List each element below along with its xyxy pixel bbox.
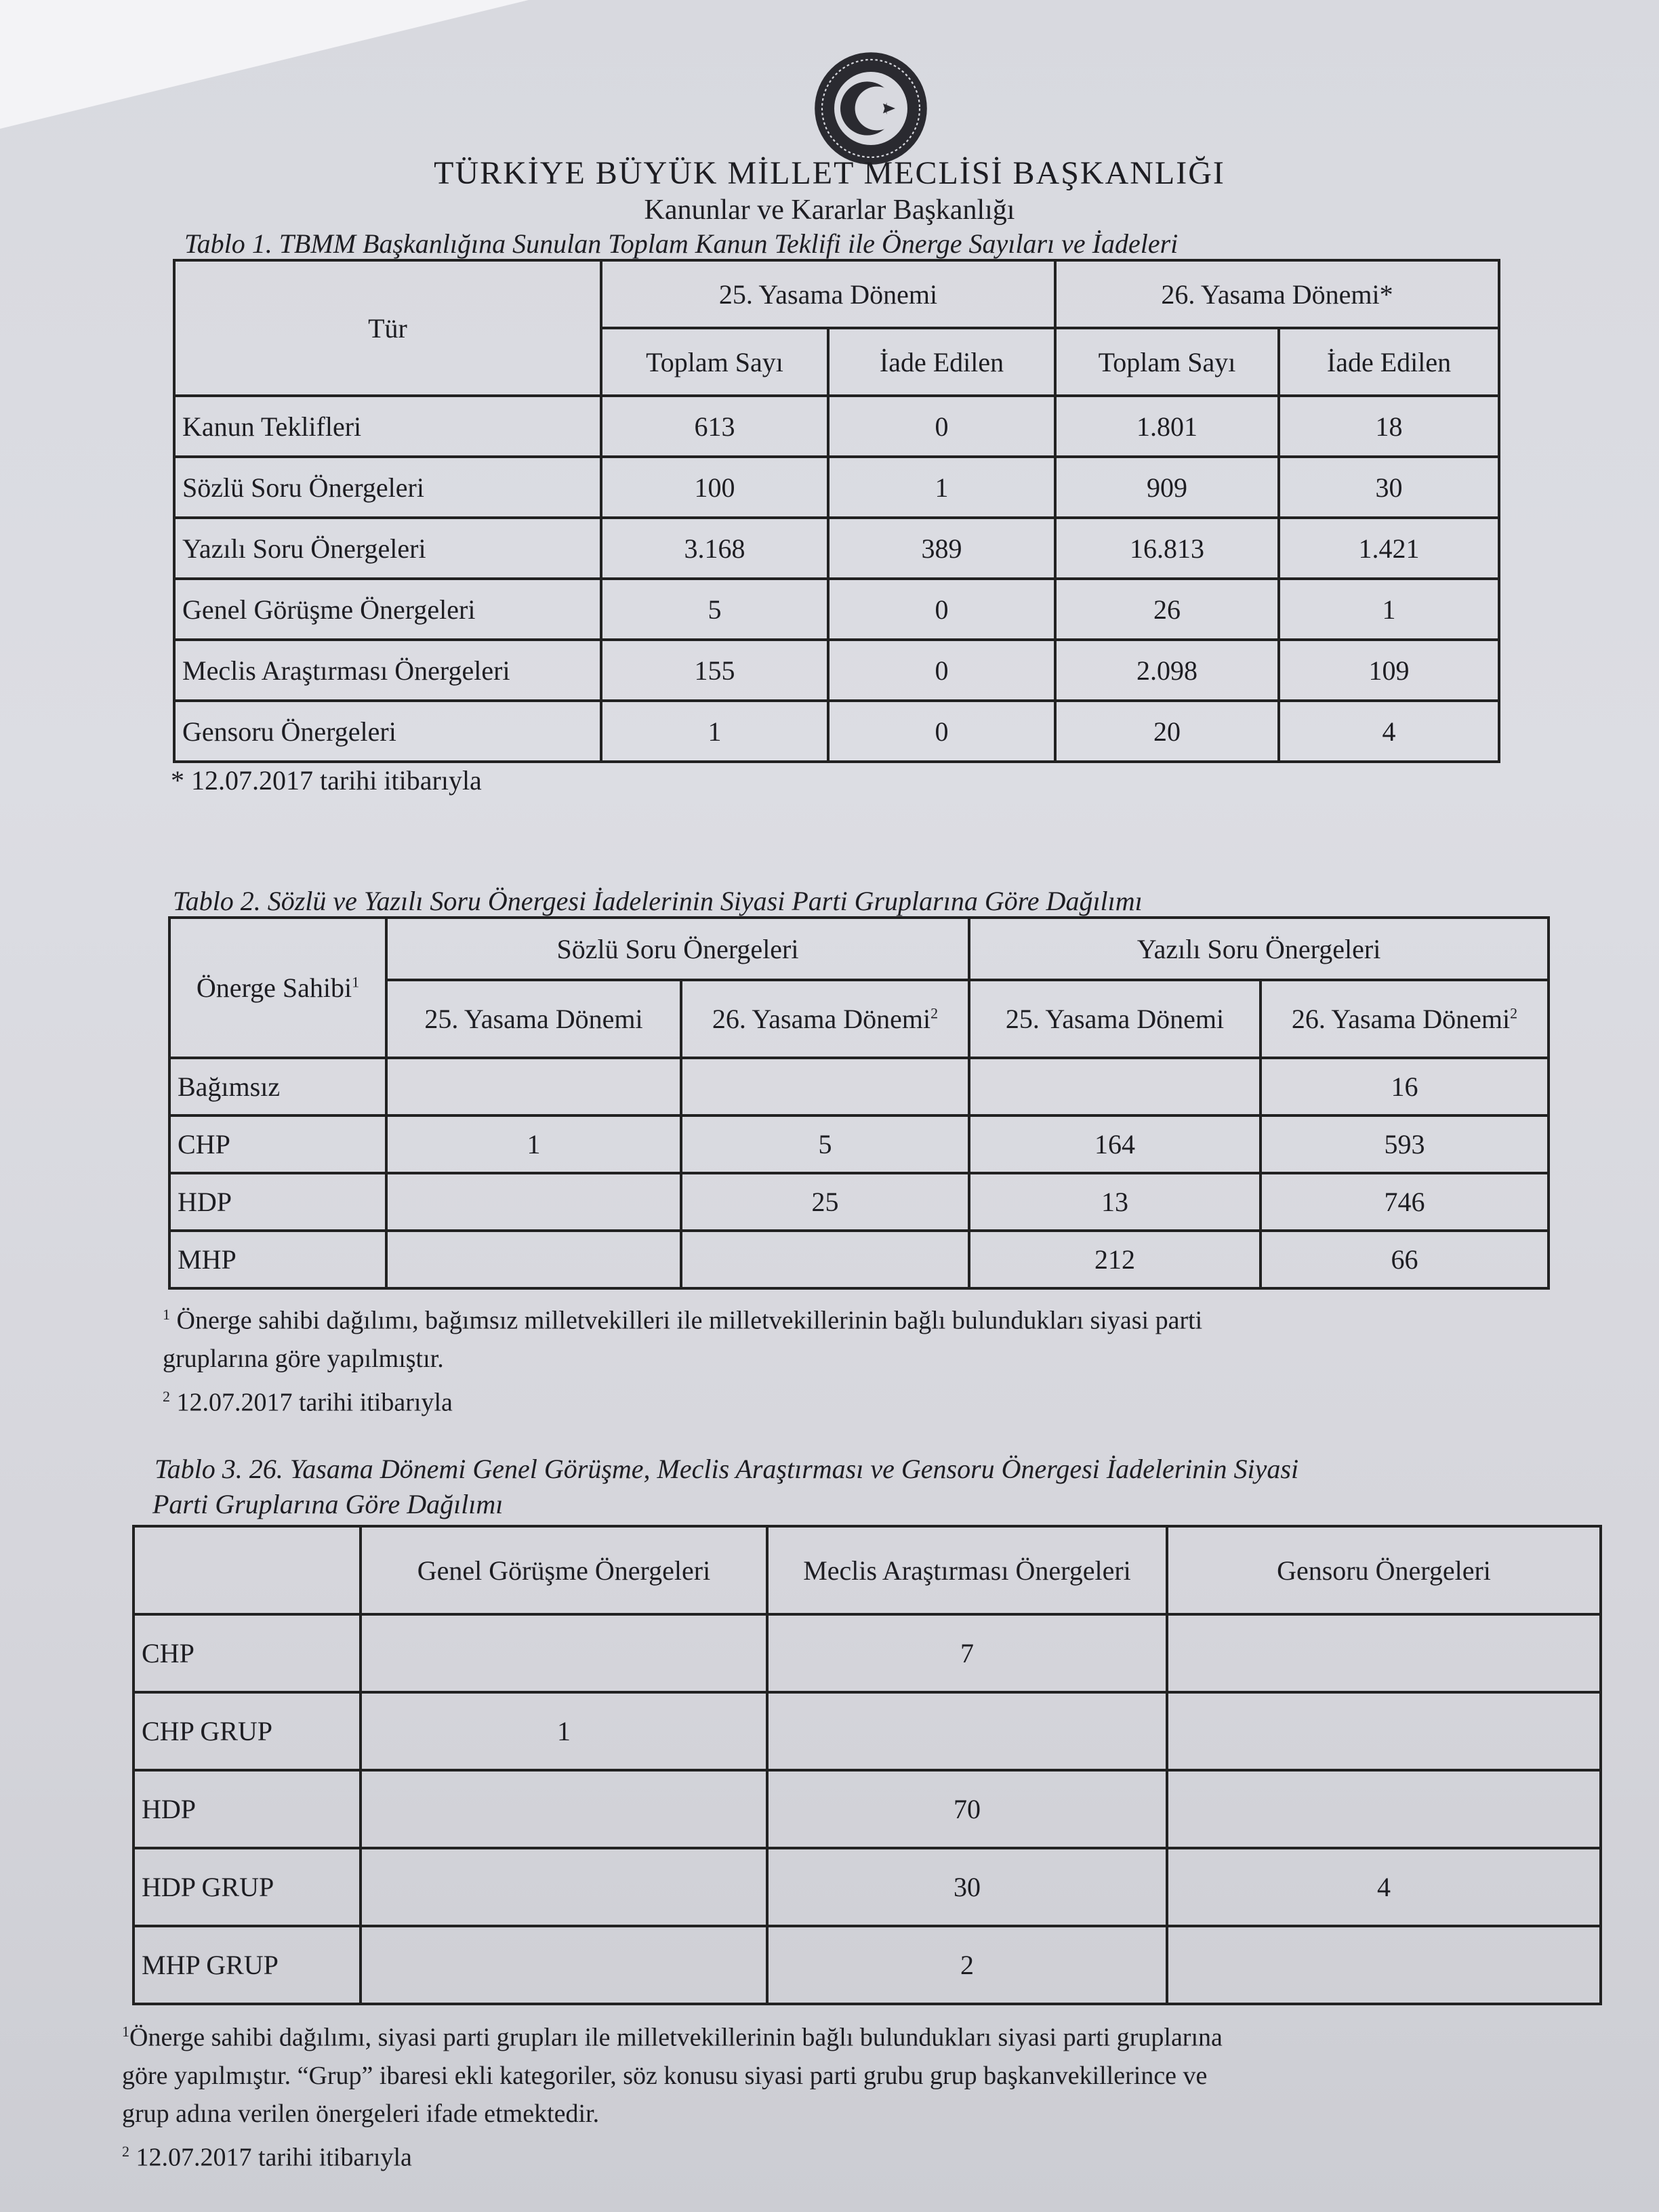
cell: 30 [767,1848,1167,1926]
table-row [174,701,1499,762]
cell: 3.168 [601,518,828,579]
row-label: Gensoru Önergeleri [174,701,601,762]
cell: 16.813 [1055,518,1279,579]
table-row [169,1173,1549,1231]
cell [361,1848,767,1926]
table3-fn1-line2: göre yapılmıştır. “Grup” ibaresi ekli kategoriler, söz konusu siyasi parti grubu grup başkanvekillerince ve [122,2061,1208,2090]
cell: 4 [1167,1848,1601,1926]
cell: 0 [828,579,1055,640]
table2-fn1-line2: gruplarına göre yapılmıştır. [163,1344,444,1373]
table2-fn2: 12.07.2017 tarihi itibarıyla [176,1388,453,1417]
table1-caption: Tablo 1. TBMM Başkanlığına Sunulan Toplam Kanun Teklifi ile Önerge Sayıları ve İadeleri [184,228,1179,259]
cell: 909 [1055,457,1279,518]
cell: 7 [767,1614,1167,1692]
cell [681,1231,969,1288]
cell: 16 [1261,1058,1549,1115]
table2-p25: 25. Yasama Dönemi [386,980,681,1058]
org-title: TÜRKİYE BÜYÜK MİLLET MECLİSİ BAŞKANLIĞI [434,155,1225,191]
row-label: CHP [134,1614,361,1692]
table-row [174,640,1499,701]
cell: 25 [681,1173,969,1231]
cell [681,1058,969,1115]
cell: 2.098 [1055,640,1279,701]
table1-col-tur: Tür [174,260,601,396]
table-row [169,1115,1549,1173]
cell: 1 [361,1692,767,1770]
cell: 13 [969,1173,1261,1231]
row-label: HDP GRUP [134,1848,361,1926]
cell: 30 [1279,457,1499,518]
cell: 1.801 [1055,396,1279,457]
table1-note: * 12.07.2017 tarihi itibarıyla [171,765,482,796]
row-label: Kanun Teklifleri [174,396,601,457]
cell [361,1614,767,1692]
cell [1167,1926,1601,2004]
footnote-mark: 2 [930,1004,939,1022]
row-label: Bağımsız [169,1058,386,1115]
cell [386,1058,681,1115]
footnote-mark: 1 [163,1306,170,1323]
cell [1167,1692,1601,1770]
table2-caption: Tablo 2. Sözlü ve Yazılı Soru Önergesi İadelerinin Siyasi Parti Gruplarına Göre Dağılımı [173,886,1143,916]
table3 [132,1525,1602,2005]
cell: 0 [828,396,1055,457]
table-row [169,1231,1549,1288]
table3-caption-line2: Parti Gruplarına Göre Dağılımı [152,1489,504,1519]
table3-caption-line1: Tablo 3. 26. Yasama Dönemi Genel Görüşme, Meclis Araştırması ve Gensoru Önergesi İadelerinin Siyasi [155,1454,1299,1484]
row-label: Sözlü Soru Önergeleri [174,457,601,518]
table1-sub-total: Toplam Sayı [601,328,828,396]
table3-col-general: Genel Görüşme Önergeleri [361,1526,767,1614]
cell: 1 [828,457,1055,518]
table3-fn2: 12.07.2017 tarihi itibarıyla [136,2143,412,2172]
table1-period26: 26. Yasama Dönemi* [1055,260,1499,328]
row-label: MHP [169,1231,386,1288]
footnote-mark: 2 [163,1387,170,1405]
table1 [173,259,1500,763]
table3-corner-cell [134,1526,361,1614]
table-row [174,579,1499,640]
table3-fn1-line1: Önerge sahibi dağılımı, siyasi parti grupları ile milletvekillerinin bağlı bulundukları siyasi parti gruplarına [129,2023,1223,2052]
table-row [174,396,1499,457]
table-row [134,1614,1601,1692]
cell: 212 [969,1231,1261,1288]
cell [386,1173,681,1231]
table1-sub-total: Toplam Sayı [1055,328,1279,396]
cell [361,1770,767,1848]
table2 [168,916,1550,1290]
cell [361,1926,767,2004]
cell: 593 [1261,1115,1549,1173]
cell: 100 [601,457,828,518]
table-row [134,1848,1601,1926]
cell: 18 [1279,396,1499,457]
table3-col-censure: Gensoru Önergeleri [1167,1526,1601,1614]
row-label: MHP GRUP [134,1926,361,2004]
footnote-mark: 1 [352,973,360,991]
row-label: Yazılı Soru Önergeleri [174,518,601,579]
cell: 20 [1055,701,1279,762]
cell [1167,1614,1601,1692]
cell: 5 [681,1115,969,1173]
cell: 26 [1055,579,1279,640]
cell: 70 [767,1770,1167,1848]
tbmm-emblem-icon [810,47,932,169]
row-label: Meclis Araştırması Önergeleri [174,640,601,701]
table1-period25: 25. Yasama Dönemi [601,260,1055,328]
table3-fn1-line3: grup adına verilen önergeleri ifade etmektedir. [122,2099,600,2128]
footnote-mark: 2 [1510,1004,1518,1022]
page-corner [0,0,529,129]
table2-p25: 25. Yasama Dönemi [969,980,1261,1058]
cell: 1 [1279,579,1499,640]
footnote-mark: 2 [122,2142,129,2160]
row-label: HDP [169,1173,386,1231]
table2-col-owner: Önerge Sahibi$^1$ [169,918,386,1058]
table-row [174,518,1499,579]
cell [969,1058,1261,1115]
table-row [169,1058,1549,1115]
table3-col-research: Meclis Araştırması Önergeleri [767,1526,1167,1614]
dept-title: Kanunlar ve Kararlar Başkanlığı [644,194,1015,226]
cell: 389 [828,518,1055,579]
footnote-mark: 1 [122,2023,129,2040]
cell: 164 [969,1115,1261,1173]
cell: 1 [601,701,828,762]
cell [1167,1770,1601,1848]
table2-footnotes [163,1296,1491,1421]
cell: 1 [386,1115,681,1173]
cell: 109 [1279,640,1499,701]
table1-sub-return: İade Edilen [828,328,1055,396]
cell: 746 [1261,1173,1549,1231]
row-label: Genel Görüşme Önergeleri [174,579,601,640]
cell: 0 [828,701,1055,762]
table2-fn1-line1: Önerge sahibi dağılımı, bağımsız milletvekilleri ile milletvekillerinin bağlı bulundukları siyasi parti [176,1306,1203,1335]
table2-p26: 26. Yasama Dönemi$^2$ [1261,980,1549,1058]
cell: 1.421 [1279,518,1499,579]
table-row [134,1770,1601,1848]
cell: 155 [601,640,828,701]
cell [386,1231,681,1288]
table3-footnotes [122,2013,1613,2176]
cell: 4 [1279,701,1499,762]
cell: 0 [828,640,1055,701]
table2-p26: 26. Yasama Dönemi$^2$ [681,980,969,1058]
row-label: CHP GRUP [134,1692,361,1770]
row-label: CHP [169,1115,386,1173]
table2-group-oral: Sözlü Soru Önergeleri [386,918,969,980]
row-label: HDP [134,1770,361,1848]
cell: 66 [1261,1231,1549,1288]
cell: 5 [601,579,828,640]
cell: 2 [767,1926,1167,2004]
table2-group-written: Yazılı Soru Önergeleri [969,918,1549,980]
cell [767,1692,1167,1770]
table-row [134,1926,1601,2004]
table1-sub-return: İade Edilen [1279,328,1499,396]
cell: 613 [601,396,828,457]
table-row [174,457,1499,518]
table-row [134,1692,1601,1770]
